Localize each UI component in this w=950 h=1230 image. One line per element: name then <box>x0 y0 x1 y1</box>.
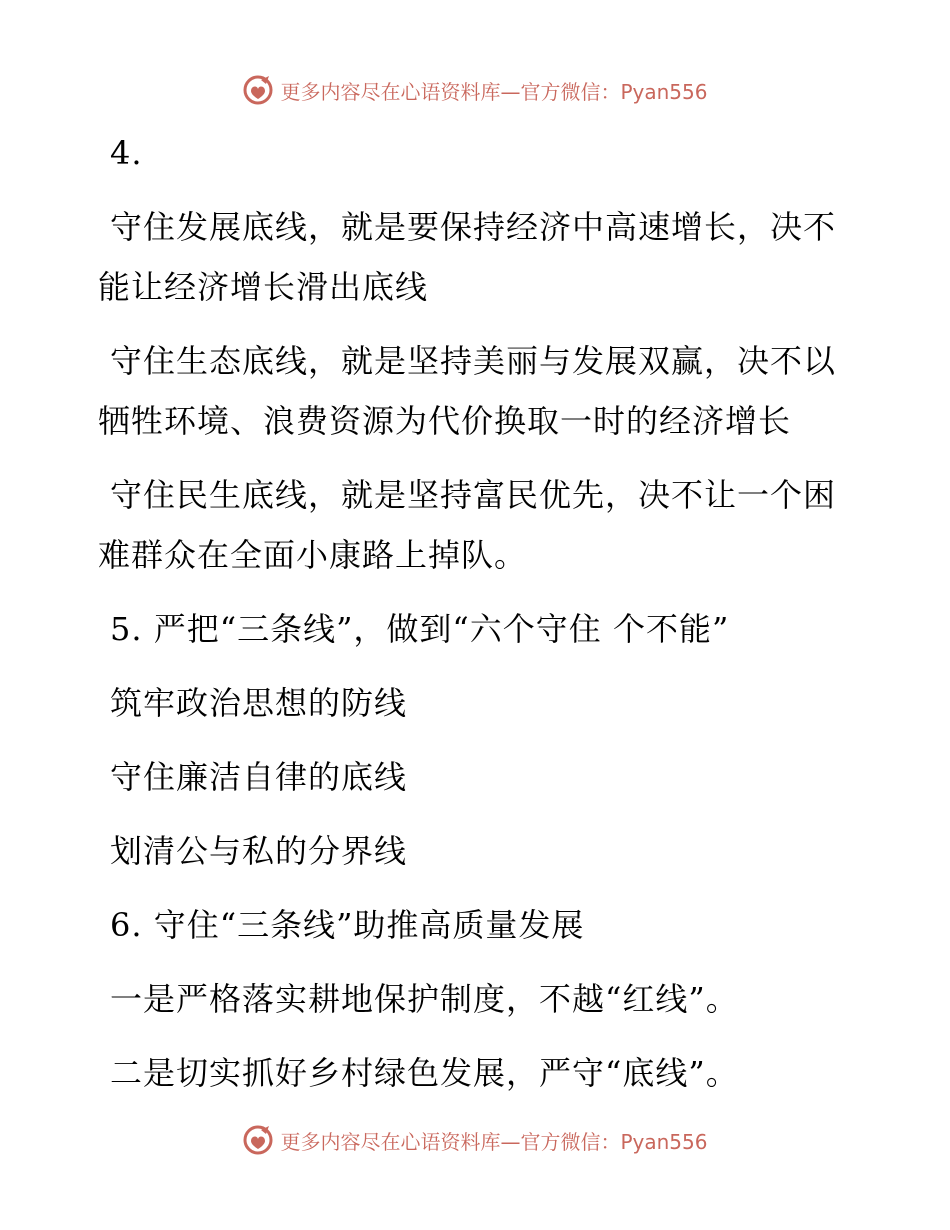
heading-section-5: 5. 严把“三条线”，做到“六个守住 个不能” <box>110 610 730 648</box>
paragraph-integrity-baseline: 守住廉洁自律的底线 <box>110 758 408 796</box>
header-banner-text: 更多内容尽在心语资料库—官方微信：Pyan556 <box>280 79 708 104</box>
footer-banner <box>0 1120 950 1160</box>
header-banner <box>0 70 950 110</box>
document-body <box>98 123 858 1117</box>
footer-banner-text: 更多内容尽在心语资料库—官方微信：Pyan556 <box>280 1129 708 1154</box>
heart-pen-logo-icon <box>242 74 274 106</box>
paragraph-number-4: 4. <box>110 134 143 172</box>
paragraph-livelihood-baseline: 守住民生底线，就是坚持富民优先，决不让一个困难群众在全面小康路上掉队。 <box>98 476 837 574</box>
paragraph-ecology-baseline: 守住生态底线，就是坚持美丽与发展双赢，决不以牺牲环境、浪费资源为代价换取一时的经济增长 <box>98 342 837 440</box>
paragraph-development-baseline: 守住发展底线，就是要保持经济中高速增长，决不能让经济增长滑出底线 <box>98 208 837 306</box>
paragraph-public-private-line: 划清公与私的分界线 <box>110 832 408 870</box>
heart-pen-logo-icon <box>242 1124 274 1156</box>
paragraph-green-development: 二是切实抓好乡村绿色发展，严守“底线”。 <box>110 1054 739 1092</box>
paragraph-political-defense: 筑牢政治思想的防线 <box>110 684 408 722</box>
heading-section-6: 6. 守住“三条线”助推高质量发展 <box>110 906 585 944</box>
paragraph-red-line: 一是严格落实耕地保护制度，不越“红线”。 <box>110 980 739 1018</box>
